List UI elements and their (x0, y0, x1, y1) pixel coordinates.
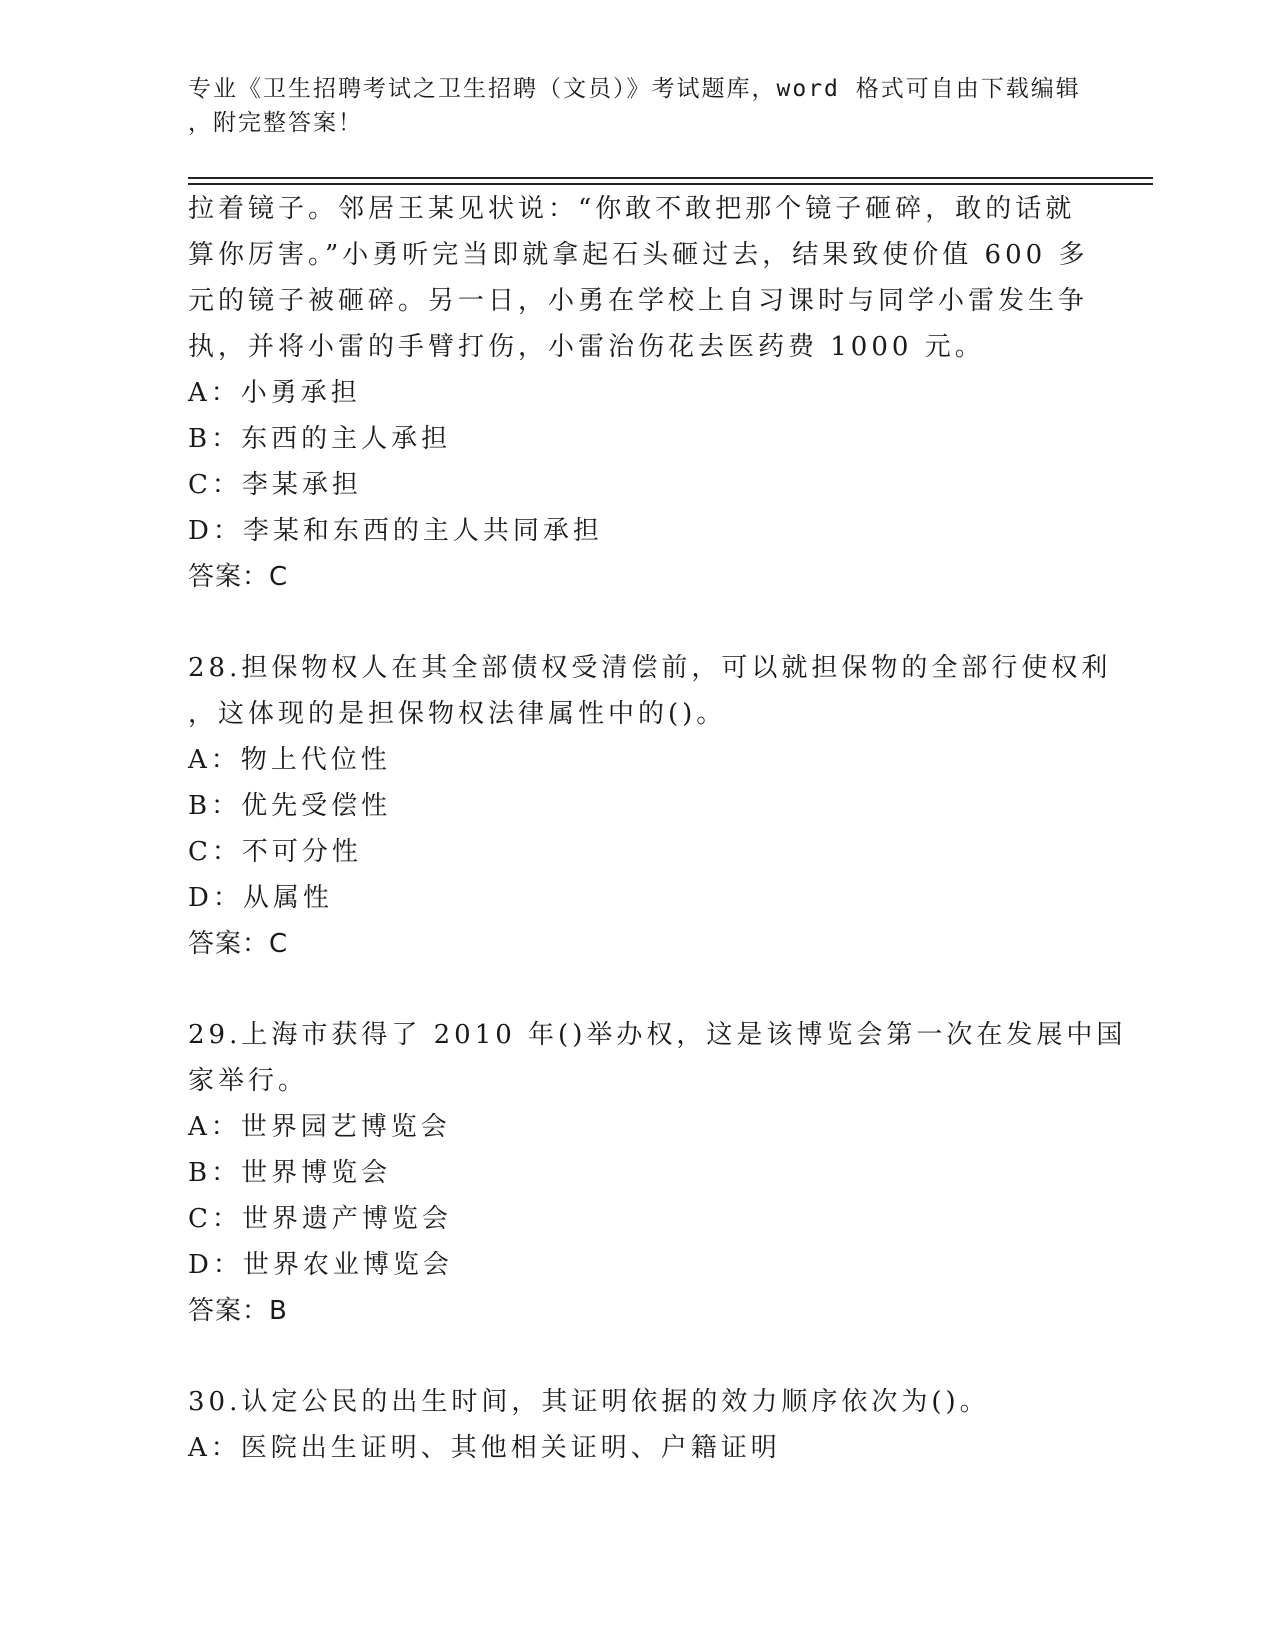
document-header (188, 72, 1081, 140)
question-stem-line: ，这体现的是担保物权法律属性中的()。 (188, 699, 727, 729)
question-list (188, 186, 1127, 1471)
option-c: C：不可分性 (188, 837, 362, 867)
header-divider-top (188, 177, 1153, 179)
option-a: A：世界园艺博览会 (188, 1112, 451, 1142)
header-title-line-2: ，附完整答案！ (188, 110, 363, 136)
question-28 (188, 645, 1112, 967)
question-spacer (188, 600, 1088, 645)
question-stem-line: 29.上海市获得了 2010 年()举办权，这是该博览会第一次在发展中国 (188, 1020, 1127, 1050)
header-divider-bottom (188, 183, 1153, 185)
option-b: B：世界博览会 (188, 1158, 392, 1188)
header-title-line-1: 专业《卫生招聘考试之卫生招聘（文员）》考试题库，word 格式可自由下载编辑 (188, 76, 1081, 102)
question-stem-line: 执，并将小雷的手臂打伤，小雷治伤花去医药费 1000 元。 (188, 332, 985, 362)
answer-line: 答案：C (188, 562, 289, 592)
answer-line: 答案：B (188, 1296, 288, 1326)
question-27-continuation (188, 186, 1088, 600)
option-d: D：从属性 (188, 883, 333, 913)
option-b: B：东西的主人承担 (188, 424, 452, 454)
question-stem-line: 28.担保物权人在其全部债权受清偿前，可以就担保物的全部行使权利 (188, 653, 1112, 683)
option-d: D：李某和东西的主人共同承担 (188, 516, 603, 546)
option-c: C：世界遗产博览会 (188, 1204, 452, 1234)
question-stem-line: 算你厉害。”小勇听完当即就拿起石头砸过去，结果致使价值 600 多 (188, 240, 1089, 270)
question-stem-line: 家举行。 (188, 1066, 309, 1096)
question-30 (188, 1379, 1088, 1471)
option-a: A：医院出生证明、其他相关证明、户籍证明 (188, 1433, 781, 1463)
option-a: A：小勇承担 (188, 378, 361, 408)
question-spacer (188, 967, 1088, 1012)
option-d: D：世界农业博览会 (188, 1250, 453, 1280)
option-a: A：物上代位性 (188, 745, 391, 775)
question-spacer (188, 1334, 1088, 1379)
option-b: B：优先受偿性 (188, 791, 392, 821)
question-stem-line: 30.认定公民的出生时间，其证明依据的效力顺序依次为()。 (188, 1387, 990, 1417)
question-stem-line: 拉着镜子。邻居王某见状说：“你敢不敢把那个镜子砸碎，敢的话就 (188, 194, 1076, 224)
answer-line: 答案：C (188, 929, 289, 959)
option-c: C：李某承担 (188, 470, 362, 500)
question-stem-line: 元的镜子被砸碎。另一日，小勇在学校上自习课时与同学小雷发生争 (188, 286, 1089, 316)
question-29 (188, 1012, 1127, 1334)
